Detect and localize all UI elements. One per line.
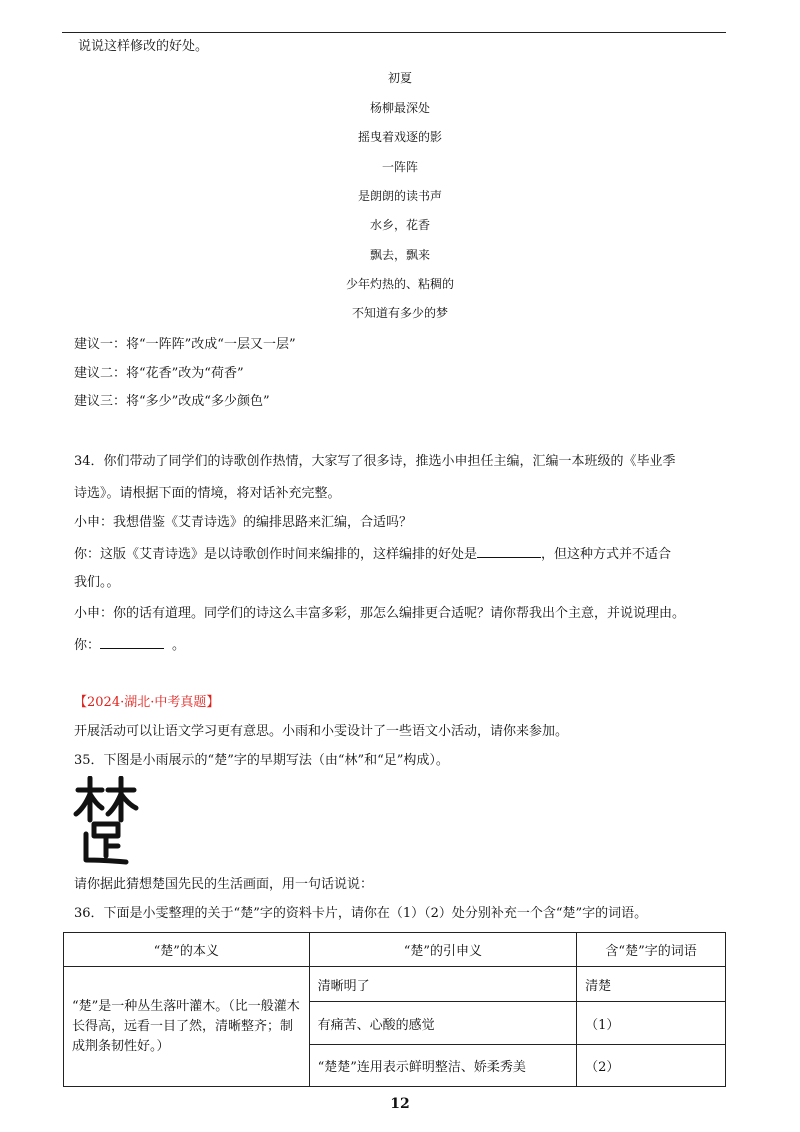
word-cell[interactable]: （2） [577, 1045, 726, 1087]
q34-line-2: 诗选》。请根据下面的情境，将对话补充完整。 [74, 486, 341, 501]
info-card-table [63, 932, 726, 1087]
table-row [64, 967, 726, 1002]
table-header-cell: 含“楚”字的词语 [577, 933, 726, 967]
q34-line-7 [74, 634, 185, 655]
poem-line: 杨柳最深处 [369, 101, 430, 115]
poem-line: 少年灼热的、粘稠的 [345, 277, 454, 291]
poem-line: 是朗朗的读书声 [357, 189, 442, 203]
poem-line: 摇曳着戏逐的影 [357, 130, 442, 144]
q34-line-1: 34．你们带动了同学们的诗歌创作热情，大家写了很多诗，推选小申担任主编，汇编一本班级的《毕业季 [74, 454, 676, 469]
q34-line-4-end: ，但这种方式并不适合 [541, 547, 672, 562]
q34-line-4-start: 你：这版《艾青诗选》是以诗歌创作时间来编排的，这样编排的好处是 [74, 547, 478, 562]
table-header-row [64, 933, 726, 967]
table-header-cell: “楚”的引申义 [309, 933, 577, 967]
q36-text: 36．下面是小雯整理的关于“楚”字的资料卡片，请你在（1）（2）处分别补充一个含“楚”字的词语。 [74, 906, 648, 921]
poem-line: 一阵阵 [381, 160, 418, 174]
q35-prompt: 请你据此猜想楚国先民的生活画面，用一句话说说： [74, 877, 374, 892]
answer-blank-1[interactable] [477, 543, 541, 558]
activity-intro: 开展活动可以让语文学习更有意思。小雨和小雯设计了一些语文小活动，请你来参加。 [74, 724, 569, 739]
word-cell: 清楚 [577, 967, 726, 1002]
q34-line-4 [74, 543, 671, 564]
table-header-cell: “楚”的本义 [64, 933, 310, 967]
intro-line: 说说这样修改的好处。 [78, 39, 209, 54]
poem-line: 初夏 [387, 71, 412, 85]
poem-line: 飘去，飘来 [369, 248, 430, 262]
suggestion-1: 建议一：将“一阵阵”改成“一层又一层” [74, 337, 296, 352]
chu-character-image [72, 776, 142, 866]
word-cell[interactable]: （1） [577, 1002, 726, 1045]
q34-line-6: 小申：你的话有道理。同学们的诗这么丰富多彩，那怎么编排更合适呢？请你帮我出个主意，并说说理由。 [74, 606, 686, 621]
suggestion-2: 建议二：将“花香”改为“荷香” [74, 366, 244, 381]
q34-line-7-end: 。 [172, 638, 186, 653]
suggestion-3: 建议三：将“多少”改成“多少颜色” [74, 394, 270, 409]
original-meaning-cell: “楚”是一种丛生落叶灌木。（比一般灌木长得高，远看一目了然，清晰整齐；制成荆条韧性好。） [64, 967, 310, 1087]
q34-line-7-start: 你： [74, 638, 101, 653]
q34-line-5: 我们。。 [74, 575, 120, 590]
extended-meaning-cell: 有痛苦、心酸的感觉 [309, 1002, 577, 1045]
source-tag: 【2024·湖北·中考真题】 [74, 695, 220, 710]
poem-line: 不知道有多少的梦 [351, 306, 448, 320]
page-number: 12 [390, 1096, 410, 1112]
extended-meaning-cell: 清晰明了 [309, 967, 577, 1002]
q35-text: 35．下图是小雨展示的“楚”字的早期写法（由“林”和“足”构成）。 [74, 753, 449, 768]
answer-blank-2[interactable] [100, 634, 164, 649]
q34-line-3: 小申：我想借鉴《艾青诗选》的编排思路来汇编，合适吗？ [74, 515, 413, 530]
header-rule [62, 32, 726, 33]
poem-line: 水乡，花香 [369, 218, 430, 232]
extended-meaning-cell: “楚楚”连用表示鲜明整洁、娇柔秀美 [309, 1045, 577, 1087]
